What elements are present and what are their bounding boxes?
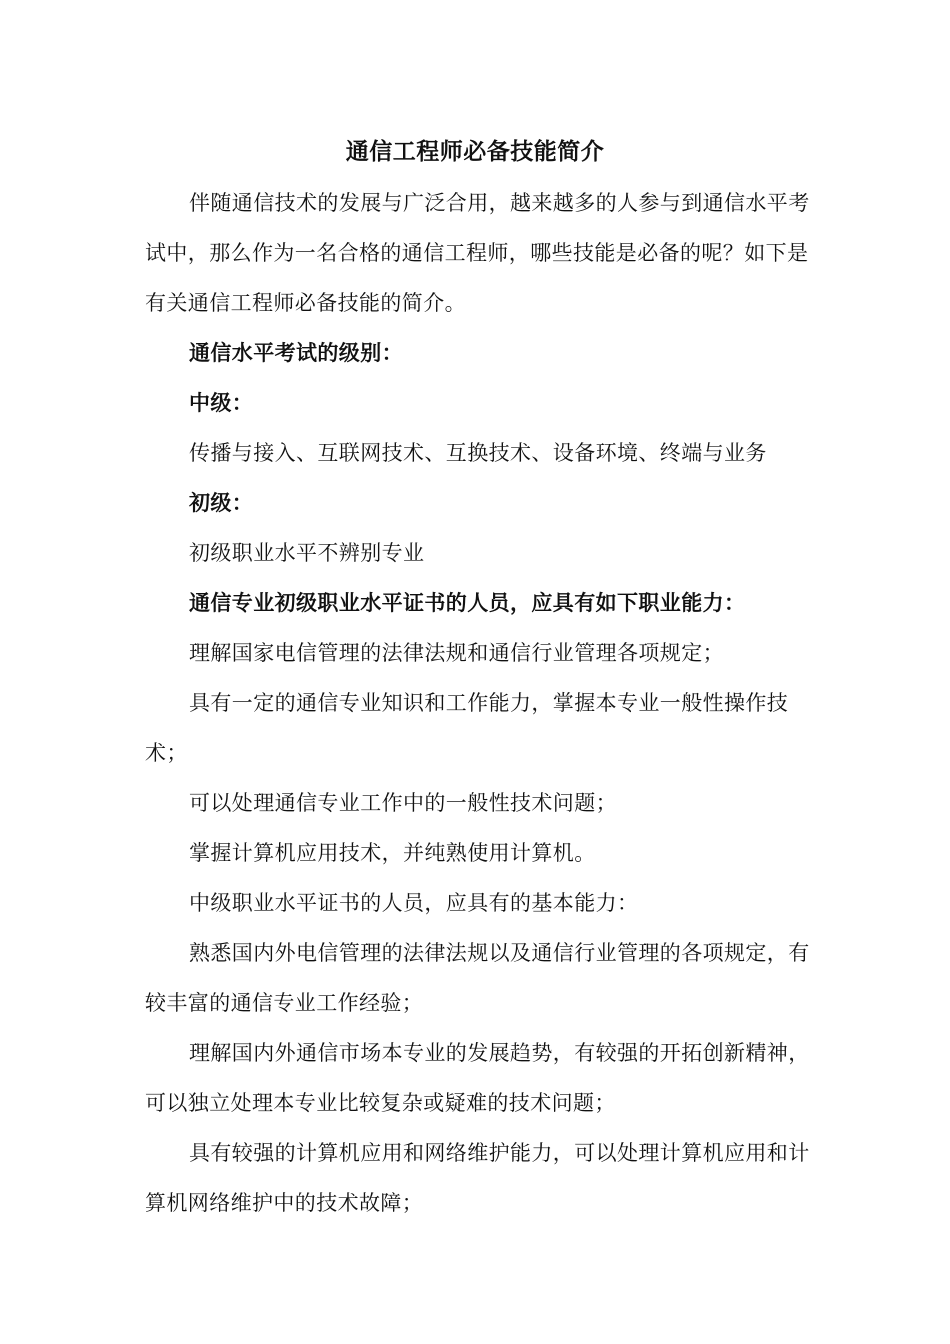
document-body [145, 178, 813, 1228]
intermediate-level-specialties: 传播与接入、互联网技术、互换技术、设备环境、终端与业务 [189, 441, 767, 465]
junior-abilities-heading: 通信专业初级职业水平证书的人员，应具有如下职业能力： [189, 590, 746, 615]
junior-level-note: 初级职业水平不辨别专业 [189, 541, 425, 565]
intermediate-ability-1: 熟悉国内外电信管理的法律法规以及通信行业管理的各项规定，有较丰富的通信专业工作经验； [145, 941, 810, 1015]
junior-ability-1: 理解国家电信管理的法律法规和通信行业管理各项规定； [189, 641, 724, 665]
exam-levels-heading: 通信水平考试的级别： [189, 340, 403, 365]
intro-paragraph: 伴随通信技术的发展与广泛合用，越来越多的人参与到通信水平考试中，那么作为一名合格的通信工程师，哪些技能是必备的呢？如下是有关通信工程师必备技能的简介。 [145, 191, 810, 315]
document-title: 通信工程师必备技能简介 [345, 138, 605, 165]
junior-level-heading: 初级： [189, 490, 254, 515]
junior-ability-2: 具有一定的通信专业知识和工作能力，掌握本专业一般性操作技术； [145, 691, 789, 765]
intermediate-level-heading: 中级： [189, 390, 254, 415]
junior-ability-4: 掌握计算机应用技术，并纯熟使用计算机。 [189, 841, 596, 865]
intermediate-ability-3: 具有较强的计算机应用和网络维护能力，可以处理计算机应用和计算机网络维护中的技术故障； [145, 1141, 810, 1215]
intermediate-abilities-heading: 中级职业水平证书的人员，应具有的基本能力： [189, 891, 639, 915]
junior-ability-3: 可以处理通信专业工作中的一般性技术问题； [189, 791, 617, 815]
intermediate-ability-2: 理解国内外通信市场本专业的发展趋势，有较强的开拓创新精神，可以独立处理本专业比较复杂或疑难的技术问题； [145, 1041, 810, 1115]
